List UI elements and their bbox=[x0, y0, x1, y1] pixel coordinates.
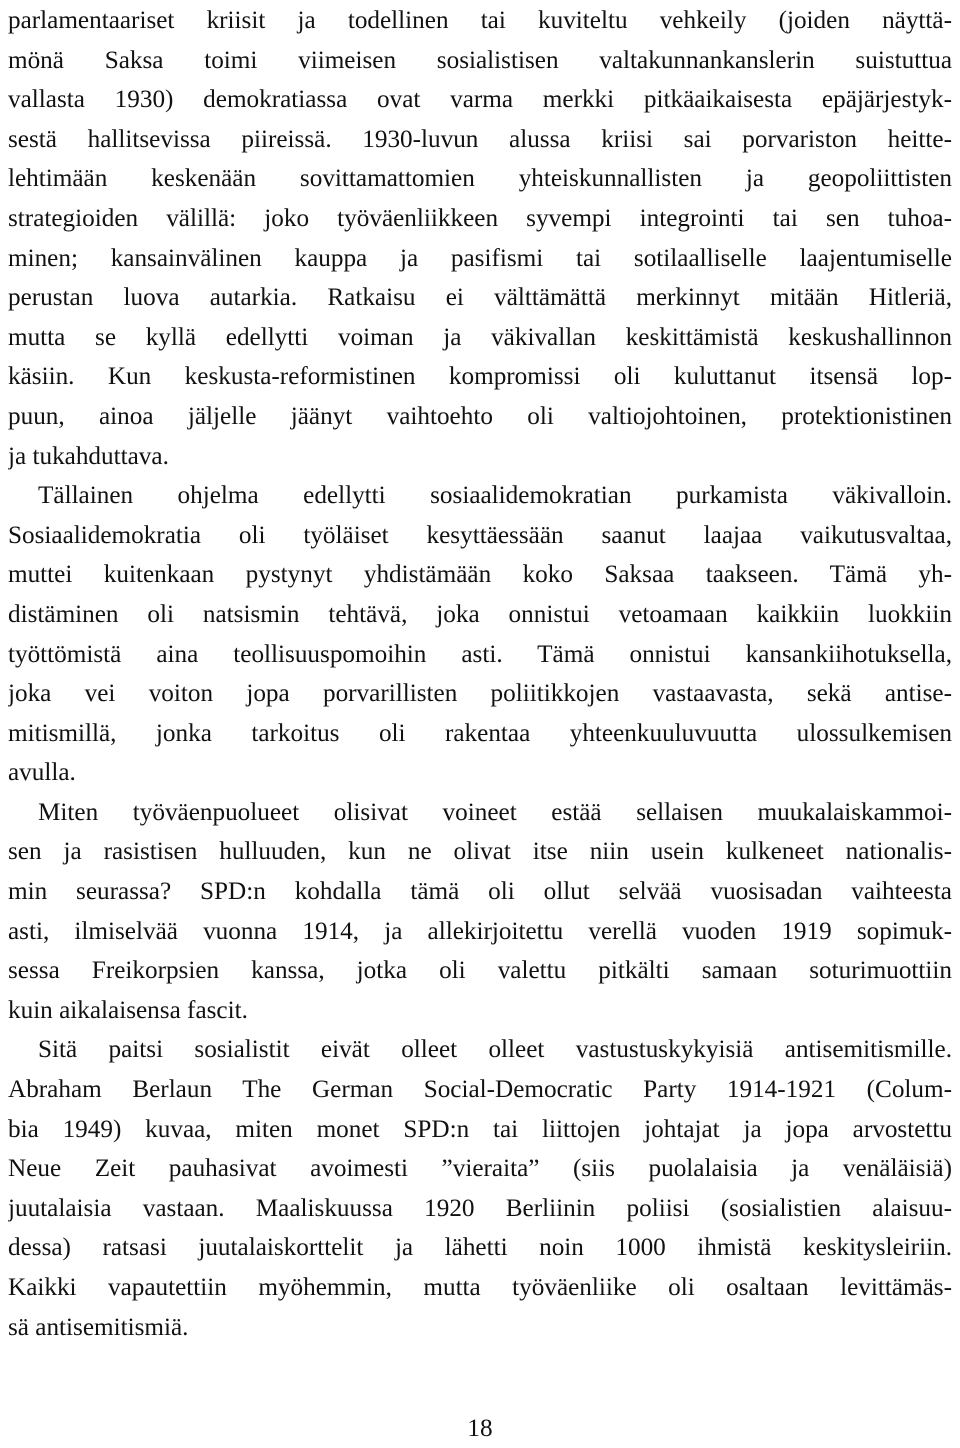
paragraph bbox=[8, 793, 952, 1031]
text-line: vallasta 1930) demokratiassa ovat varma merkki pitkäaikaisesta epäjärjestyk- bbox=[8, 86, 952, 114]
text-line: Sitä paitsi sosialistit eivät olleet olleet vastustuskykyisiä antisemitismille. bbox=[38, 1036, 952, 1064]
paragraph bbox=[8, 1030, 952, 1347]
paragraph bbox=[8, 1, 952, 476]
text-line: ja tukahduttava. bbox=[8, 442, 169, 470]
text-line: sestä hallitsevissa piireissä. 1930-luvun alussa kriisi sai porvariston heitte- bbox=[8, 125, 952, 153]
text-line: joka vei voiton jopa porvarillisten poliitikkojen vastaavasta, sekä antise- bbox=[8, 680, 952, 708]
text-line: Miten työväenpuolueet olisivat voineet estää sellaisen muukalaiskammoi- bbox=[38, 798, 952, 826]
text-line: Tällainen ohjelma edellytti sosiaalidemokratian purkamista väkivalloin. bbox=[38, 482, 952, 510]
text-line: muttei kuitenkaan pystynyt yhdistämään koko Saksaa taakseen. Tämä yh- bbox=[8, 561, 952, 589]
text-line: mönä Saksa toimi viimeisen sosialistisen valtakunnankanslerin suistuttua bbox=[8, 46, 952, 74]
text-line: sä antisemitismiä. bbox=[8, 1313, 189, 1341]
text-line: bia 1949) kuvaa, miten monet SPD:n tai liittojen johtajat ja jopa arvostettu bbox=[8, 1115, 952, 1143]
text-line: avulla. bbox=[8, 759, 76, 787]
text-line: lehtimään keskenään sovittamattomien yhteiskunnallisten ja geopoliittisten bbox=[8, 165, 952, 193]
text-line: juutalaisia vastaan. Maaliskuussa 1920 Berliinin poliisi (sosialistien alaisuu- bbox=[8, 1194, 952, 1222]
text-line: asti, ilmiselvää vuonna 1914, ja allekirjoitettu verellä vuoden 1919 sopimuk- bbox=[8, 917, 952, 945]
text-line: Kaikki vapautettiin myöhemmin, mutta työväenliike oli osaltaan levittämäs- bbox=[8, 1274, 952, 1301]
text-line: sen ja rasistisen hulluuden, kun ne olivat itse niin usein kulkeneet nationalis- bbox=[8, 838, 952, 866]
text-line: mutta se kyllä edellytti voiman ja väkivallan keskittämistä keskushallinnon bbox=[8, 323, 952, 351]
text-line: Neue Zeit pauhasivat avoimesti ”vieraita” (siis puolalaisia ja venäläisiä) bbox=[8, 1155, 952, 1183]
page-number: 18 bbox=[467, 1415, 493, 1442]
text-line: distäminen oli natsismin tehtävä, joka onnistui vetoamaan kaikkiin luokkiin bbox=[8, 600, 952, 628]
text-line: perustan luova autarkia. Ratkaisu ei välttämättä merkinnyt mitään Hitleriä, bbox=[8, 284, 952, 312]
text-line: strategioiden välillä: joko työväenliikkeen syvempi integrointi tai sen tuhoa- bbox=[8, 204, 952, 232]
text-line: dessa) ratsasi juutalaiskorttelit ja lähetti noin 1000 ihmistä keskitysleiriin. bbox=[8, 1234, 952, 1262]
paragraph bbox=[8, 476, 952, 793]
text-line: Sosiaalidemokratia oli työläiset kesyttäessään saanut laajaa vaikutusvaltaa, bbox=[8, 521, 952, 549]
text-line: kuin aikalaisensa fascit. bbox=[8, 996, 248, 1024]
text-line: minen; kansainvälinen kauppa ja pasifismi tai sotilaalliselle laajentumiselle bbox=[8, 244, 952, 272]
text-line: parlamentaariset kriisit ja todellinen tai kuviteltu vehkeily (joiden näyttä- bbox=[8, 7, 952, 34]
text-line: käsiin. Kun keskusta-reformistinen kompromissi oli kuluttanut itsensä lop- bbox=[8, 363, 952, 391]
text-line: työttömistä aina teollisuuspomoihin asti. Tämä onnistui kansankiihotuksella, bbox=[8, 640, 952, 668]
body-text bbox=[8, 1, 952, 1347]
text-line: Abraham Berlaun The German Social-Democratic Party 1914-1921 (Colum- bbox=[8, 1076, 952, 1104]
text-line: min seurassa? SPD:n kohdalla tämä oli ollut selvää vuosisadan vaihteesta bbox=[8, 878, 952, 906]
text-line: puun, ainoa jäljelle jäänyt vaihtoehto oli valtiojohtoinen, protektionistinen bbox=[8, 402, 952, 430]
text-line: mitismillä, jonka tarkoitus oli rakentaa yhteenkuuluvuutta ulossulkemisen bbox=[8, 719, 952, 747]
text-line: sessa Freikorpsien kanssa, jotka oli valettu pitkälti samaan soturimuottiin bbox=[8, 957, 952, 985]
